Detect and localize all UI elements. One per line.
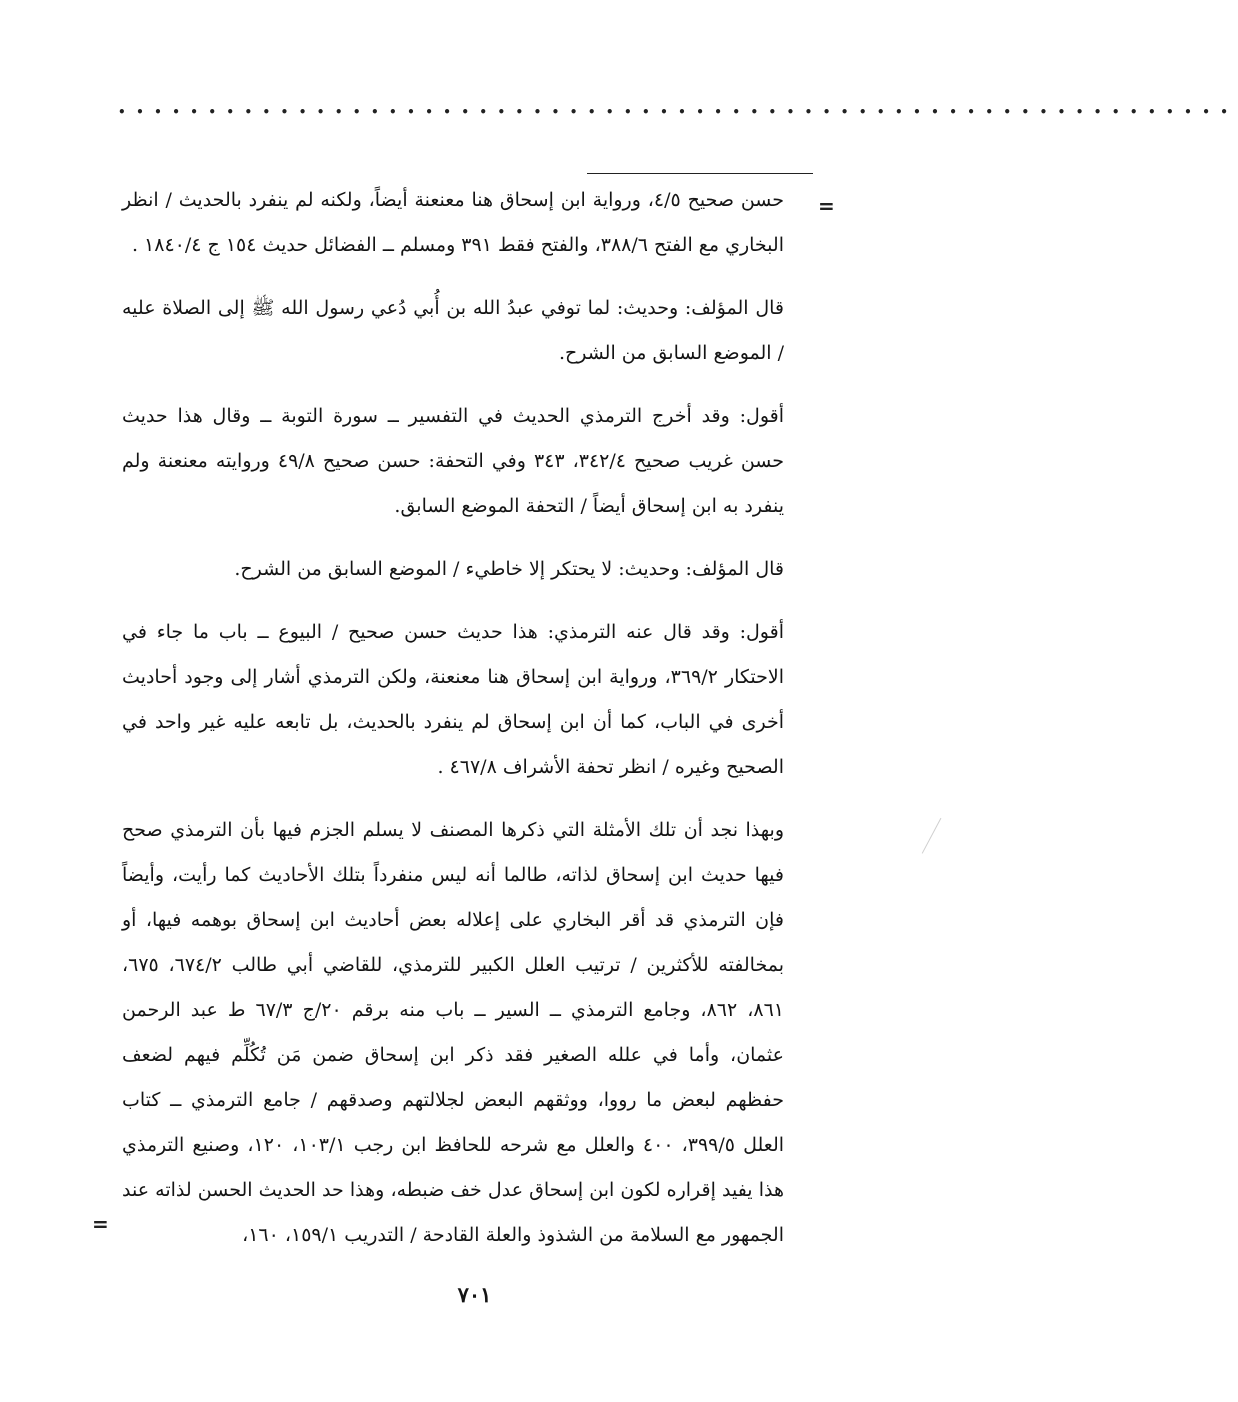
continuation-mark-bottom: = bbox=[92, 1212, 109, 1236]
paragraph-2: قال المؤلف: وحديث: لما توفي عبدُ الله بن أُبي دُعي رسول الله ﷺ إلى الصلاة عليه / الموضع السابق من الشرح. bbox=[122, 297, 784, 364]
paragraph-5: أقول: وقد قال عنه الترمذي: هذا حديث حسن صحيح / البيوع ــ باب ما جاء في الاحتكار ٣٦٩/٢، ورواية ابن إسحاق هنا معنعنة، ولكن الترمذي أشار إلى وجود أحاديث أخرى في الباب، كما أن ابن إسحاق لم ينفرد بالحديث، بل تابعه عليه غير واحد في الصحيح وغيره / انظر تحفة الأشراف ٤٦٧/٨ . bbox=[122, 621, 785, 778]
page-number: ٧٠١ bbox=[457, 1282, 492, 1307]
paragraph-4: قال المؤلف: وحديث: لا يحتكر إلا خاطيء / الموضع السابق من الشرح. bbox=[234, 558, 784, 580]
margin-scan-mark bbox=[922, 818, 958, 862]
paragraph-6: وبهذا نجد أن تلك الأمثلة التي ذكرها المصنف لا يسلم الجزم فيها بأن الترمذي صحح فيها حديث ابن إسحاق لذاته، طالما أنه ليس منفرداً بتلك الأحاديث كما رأيت، وأيضاً فإن الترمذي قد أقر البخاري على إعلاله بعض أحاديث ابن إسحاق بوهمه فيها، أو بمخالفته للأكثرين / ترتيب العلل الكبير للترمذي، للقاضي أبي طالب ٦٧٤/٢، ٦٧٥، ٨٦١، ٨٦٢، وجامع الترمذي ــ السير ــ باب منه برقم ٢٠/ج ٦٧/٣ ط عبد الرحمن عثمان، وأما في علله الصغير فقد ذكر ابن إسحاق ضمن مَن تُكُلِّم فيهم لضعف حفظهم لبعض ما رووا، ووثقهم البعض لجلالتهم وصدقهم / جامع الترمذي ــ كتاب العلل ٣٩٩/٥، ٤٠٠ والعلل مع شرحه للحافظ ابن رجب ١٠٣/١، ١٢٠، وصنيع الترمذي هذا يفيد إقراره لكون ابن إسحاق عدل خف ضبطه، وهذا حد الحديث الحسن لذاته عند الجمهور مع السلامة من الشذوذ والعلة القادحة / التدريب ١٥٩/١، ١٦٠، bbox=[122, 819, 785, 1246]
footnote-text bbox=[122, 178, 784, 1272]
continuation-mark-top: = bbox=[818, 194, 835, 218]
paragraph-1: حسن صحيح ٤/٥، ورواية ابن إسحاق هنا معنعنة أيضاً، ولكنه لم ينفرد بالحديث / انظر البخاري مع الفتح ٣٨٨/٦، والفتح فقط ٣٩١ ومسلم ــ الفضائل حديث ١٥٤ ج ١٨٤٠/٤ . bbox=[122, 189, 784, 256]
paragraph-3: أقول: وقد أخرج الترمذي الحديث في التفسير ــ سورة التوبة ــ وقال هذا حديث حسن غريب صحيح ٣٤٢/٤، ٣٤٣ وفي التحفة: حسن صحيح ٤٩/٨ وروايته معنعنة ولم ينفرد به ابن إسحاق أيضاً / التحفة الموضع السابق. bbox=[122, 405, 785, 517]
dotted-separator: •••••••••••••••••••••••••••••••••••••••••••••••••••••••••••••• bbox=[118, 105, 1238, 119]
footnote-rule bbox=[587, 173, 813, 174]
